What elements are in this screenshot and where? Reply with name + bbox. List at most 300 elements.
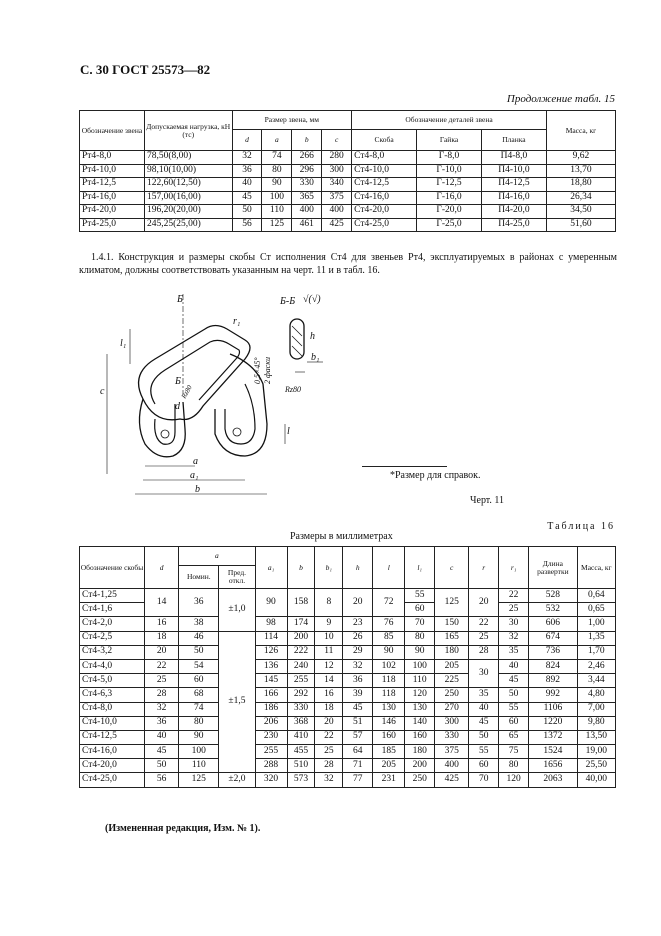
table-cell: 100: [262, 191, 292, 205]
table-cell: 114: [255, 631, 287, 645]
col-r: r: [469, 547, 499, 589]
table-16: [79, 546, 616, 788]
table-cell: 74: [262, 151, 292, 165]
table-cell: 205: [435, 659, 469, 673]
table-cell: 45: [469, 716, 499, 730]
table-row: [80, 164, 616, 178]
table-cell: 76: [373, 617, 405, 631]
table-row: [80, 191, 616, 205]
col-a-tol: Пред. откл.: [219, 566, 255, 589]
table-cell: Г-12,5: [417, 178, 482, 192]
table-cell: 102: [373, 659, 405, 673]
table-cell: Рт4-12,5: [80, 178, 145, 192]
table-cell: 185: [373, 745, 405, 759]
table-cell: 50: [145, 759, 179, 773]
table-cell: 35: [499, 645, 529, 659]
table-cell: 320: [255, 773, 287, 787]
table-cell: ±2,0: [219, 773, 255, 787]
table-cell: 46: [179, 631, 219, 645]
table-cell: 60: [179, 674, 219, 688]
table-cell: 410: [287, 730, 315, 744]
label-rz80-2: Rz80: [179, 383, 194, 400]
table-cell: 90: [262, 178, 292, 192]
col-load: Допускаемая нагрузка, кН (тс): [144, 111, 232, 151]
table-cell: Ст4-20,0: [352, 205, 417, 219]
table-cell: 40,00: [577, 773, 615, 787]
table-cell: 125: [179, 773, 219, 787]
table-cell: 20: [469, 589, 499, 617]
label-l1: l₁: [120, 338, 127, 349]
table-cell: 78,50(8,00): [144, 151, 232, 165]
table-cell: 38: [179, 617, 219, 631]
table-cell: 461: [292, 218, 322, 232]
col-l1: l₁: [405, 547, 435, 589]
table-cell: 126: [255, 645, 287, 659]
table-cell: 120: [499, 773, 529, 787]
table-cell: 340: [322, 178, 352, 192]
table-cell: 240: [287, 659, 315, 673]
footnote: *Размер для справок.: [390, 470, 481, 481]
table-cell: 22: [499, 589, 529, 603]
table-cell: 16: [315, 688, 343, 702]
col-plate: Планка: [481, 130, 546, 151]
table-cell: 180: [435, 645, 469, 659]
table-cell: 26,34: [546, 191, 615, 205]
table-cell: 20: [145, 645, 179, 659]
table-cell: 166: [255, 688, 287, 702]
table-cell: 45: [145, 745, 179, 759]
label-b: b: [195, 484, 200, 495]
table-cell: 120: [405, 688, 435, 702]
col-a: a: [262, 130, 292, 151]
table-cell: 2063: [529, 773, 578, 787]
table-cell: 736: [529, 645, 578, 659]
table-cell: 146: [373, 716, 405, 730]
table-cell: 40: [145, 730, 179, 744]
table-cell: 32: [343, 659, 373, 673]
table-cell: 110: [262, 205, 292, 219]
table-cell: 1220: [529, 716, 578, 730]
table-cell: 400: [435, 759, 469, 773]
table-cell: П4-8,0: [481, 151, 546, 165]
table-cell: 72: [373, 589, 405, 617]
col-r1: r₁: [499, 547, 529, 589]
col-d: d: [145, 547, 179, 589]
table-cell: 45: [343, 702, 373, 716]
table-cell: 70: [405, 617, 435, 631]
table-cell: 10: [315, 631, 343, 645]
table-cell: 85: [373, 631, 405, 645]
table-cell: 1106: [529, 702, 578, 716]
col-designation: Обозначение звена: [80, 111, 145, 151]
table-cell: Г-16,0: [417, 191, 482, 205]
table-cell: 25: [315, 745, 343, 759]
figure-caption: Черт. 11: [470, 495, 505, 506]
table-cell: 300: [322, 164, 352, 178]
col-bracket: Скоба: [352, 130, 417, 151]
table-cell: 45: [232, 191, 262, 205]
sizes-caption: Размеры в миллиметрах: [290, 531, 393, 542]
table-row: [80, 151, 616, 165]
table-cell: 130: [405, 702, 435, 716]
col-a-nom: Номин.: [179, 566, 219, 589]
table-cell: 136: [255, 659, 287, 673]
table-cell: 22: [469, 617, 499, 631]
paragraph-1-4-1: 1.4.1. Конструкция и размеры скобы Ст исполнения Ст4 для звеньев Рт4, эксплуатируемых в районах с умеренным климатом, должны соответствовать указанным на черт. 11 и в табл. 16.: [79, 252, 617, 276]
table-cell: 29: [343, 645, 373, 659]
table-cell: 64: [343, 745, 373, 759]
table-cell: Ст4-12,5: [80, 730, 145, 744]
table-row: [80, 178, 616, 192]
table-row: [80, 617, 616, 631]
table-cell: П4-20,0: [481, 205, 546, 219]
table-cell: 60: [469, 759, 499, 773]
table-cell: Ст4-6,3: [80, 688, 145, 702]
table-cell: 11: [315, 645, 343, 659]
col-link-size: Размер звена, мм: [232, 111, 352, 130]
table-cell: 118: [373, 688, 405, 702]
col-parts: Обозначение деталей звена: [352, 111, 547, 130]
table-cell: Рт4-16,0: [80, 191, 145, 205]
col-l: l: [373, 547, 405, 589]
table-cell: 39: [343, 688, 373, 702]
table-cell: 20: [315, 716, 343, 730]
table-cell: 292: [287, 688, 315, 702]
table-cell: 230: [255, 730, 287, 744]
table-cell: 606: [529, 617, 578, 631]
table-cell: 56: [232, 218, 262, 232]
table-cell: 90: [255, 589, 287, 617]
table-cell: Ст4-10,0: [80, 716, 145, 730]
table-row: [80, 205, 616, 219]
table-cell: 30: [469, 659, 499, 687]
col-c: c: [435, 547, 469, 589]
table-cell: 205: [373, 759, 405, 773]
col-nut: Гайка: [417, 130, 482, 151]
table-cell: 9: [315, 617, 343, 631]
table-cell: 375: [322, 191, 352, 205]
table-cell: Ст4-16,0: [352, 191, 417, 205]
table-cell: 1,35: [577, 631, 615, 645]
col-h: h: [343, 547, 373, 589]
table-cell: ±1,5: [219, 631, 255, 773]
table-cell: 77: [343, 773, 373, 787]
table-cell: 35: [469, 688, 499, 702]
label-a: a: [193, 456, 198, 467]
table-cell: 824: [529, 659, 578, 673]
table-cell: 12: [315, 659, 343, 673]
table-cell: 50: [179, 645, 219, 659]
table-cell: 200: [287, 631, 315, 645]
table-cell: ±1,0: [219, 589, 255, 632]
table-row: [80, 773, 616, 787]
table-cell: 56: [145, 773, 179, 787]
table-cell: 3,44: [577, 674, 615, 688]
table-cell: 80: [499, 759, 529, 773]
table-cell: 145: [255, 674, 287, 688]
label-l: l: [287, 426, 290, 437]
table-cell: 25,50: [577, 759, 615, 773]
table-cell: 55: [499, 702, 529, 716]
table-row: [80, 688, 616, 702]
table-cell: 365: [292, 191, 322, 205]
table-cell: 60: [499, 716, 529, 730]
table-cell: 222: [287, 645, 315, 659]
col-designation: Обозначение скобы: [80, 547, 145, 589]
label-section-b: Б: [177, 294, 183, 305]
table-row: [80, 745, 616, 759]
table-cell: Рт4-20,0: [80, 205, 145, 219]
table-16-label: Таблица 16: [547, 521, 615, 532]
table-cell: 528: [529, 589, 578, 603]
table-cell: 165: [435, 631, 469, 645]
table-cell: Г-25,0: [417, 218, 482, 232]
table-cell: 23: [343, 617, 373, 631]
edit-note: (Измененная редакция, Изм. № 1).: [105, 823, 261, 834]
table-cell: 160: [373, 730, 405, 744]
table-cell: Ст4-4,0: [80, 659, 145, 673]
table-cell: 100: [405, 659, 435, 673]
table-cell: 245,25(25,00): [144, 218, 232, 232]
table-cell: 80: [179, 716, 219, 730]
table-cell: 255: [255, 745, 287, 759]
table-cell: 250: [435, 688, 469, 702]
table-cell: Рт4-25,0: [80, 218, 145, 232]
table-row: [80, 631, 616, 645]
table-cell: 296: [292, 164, 322, 178]
table-cell: 55: [405, 589, 435, 603]
table-cell: 158: [287, 589, 315, 617]
table-cell: 1372: [529, 730, 578, 744]
table-cell: 0,64: [577, 589, 615, 603]
bracket-drawing: [95, 284, 395, 504]
col-a: a: [179, 547, 255, 566]
table-cell: 125: [262, 218, 292, 232]
table-cell: Ст4-5,0: [80, 674, 145, 688]
table-cell: 71: [343, 759, 373, 773]
table-cell: 68: [179, 688, 219, 702]
table-cell: 288: [255, 759, 287, 773]
table-cell: 140: [405, 716, 435, 730]
table-cell: Ст4-10,0: [352, 164, 417, 178]
table-row: [80, 759, 616, 773]
col-a1: a₁: [255, 547, 287, 589]
table-cell: 9,80: [577, 716, 615, 730]
table-cell: 36: [232, 164, 262, 178]
table-cell: 26: [343, 631, 373, 645]
table-15: [79, 110, 616, 232]
table-cell: 28: [145, 688, 179, 702]
table-cell: 100: [179, 745, 219, 759]
label-d: d: [175, 401, 180, 412]
table-row: [80, 716, 616, 730]
table-cell: 330: [292, 178, 322, 192]
table-cell: 36: [179, 589, 219, 617]
col-mass: Масса, кг: [546, 111, 615, 151]
table-cell: 160: [405, 730, 435, 744]
table-cell: 455: [287, 745, 315, 759]
table-cell: 18,80: [546, 178, 615, 192]
table-cell: 9,62: [546, 151, 615, 165]
table-row: [80, 589, 616, 603]
table-cell: Ст4-12,5: [352, 178, 417, 192]
table-cell: 118: [373, 674, 405, 688]
table-cell: 98: [255, 617, 287, 631]
table-cell: 2,46: [577, 659, 615, 673]
table-cell: 8: [315, 589, 343, 617]
table-cell: 36: [145, 716, 179, 730]
table-cell: П4-10,0: [481, 164, 546, 178]
table-cell: 22: [145, 659, 179, 673]
table-cell: 36: [343, 674, 373, 688]
table-cell: 330: [287, 702, 315, 716]
table-cell: 54: [179, 659, 219, 673]
table-cell: 40: [232, 178, 262, 192]
table-cell: 130: [373, 702, 405, 716]
table-cell: Г-20,0: [417, 205, 482, 219]
col-d: d: [232, 130, 262, 151]
table-cell: 50: [232, 205, 262, 219]
col-b: b: [287, 547, 315, 589]
label-section-view: Б-Б: [280, 296, 296, 307]
table-cell: 55: [469, 745, 499, 759]
table-cell: 110: [179, 759, 219, 773]
table-cell: Ст4-16,0: [80, 745, 145, 759]
table-cell: 157,00(16,00): [144, 191, 232, 205]
table-row: [80, 218, 616, 232]
table-cell: 30: [499, 617, 529, 631]
table-cell: 300: [435, 716, 469, 730]
table-cell: Ст4-20,0: [80, 759, 145, 773]
table-cell: 32: [145, 702, 179, 716]
table-cell: 50: [469, 730, 499, 744]
table-cell: 28: [469, 645, 499, 659]
table-cell: 1656: [529, 759, 578, 773]
table-cell: 50: [499, 688, 529, 702]
roughness-symbol: √(√): [303, 294, 321, 305]
col-b1: b₁: [315, 547, 343, 589]
col-mass: Масса, кг: [577, 547, 615, 589]
table-cell: 400: [322, 205, 352, 219]
table-cell: П4-12,5: [481, 178, 546, 192]
table-cell: 90: [179, 730, 219, 744]
table-cell: Ст4-2,0: [80, 617, 145, 631]
table-cell: 255: [287, 674, 315, 688]
table-cell: П4-25,0: [481, 218, 546, 232]
table-cell: 13,70: [546, 164, 615, 178]
page-header: С. 30 ГОСТ 25573—82: [80, 62, 211, 77]
table-cell: 25: [499, 603, 529, 617]
table-cell: 266: [292, 151, 322, 165]
table-cell: 16: [145, 617, 179, 631]
table-cell: 90: [373, 645, 405, 659]
table-cell: 13,50: [577, 730, 615, 744]
table-cell: 60: [405, 603, 435, 617]
col-b: b: [292, 130, 322, 151]
table-cell: 425: [322, 218, 352, 232]
label-chamfer2: 2 фаски: [263, 357, 272, 384]
table-cell: 20: [343, 589, 373, 617]
label-r1: r₁: [233, 316, 241, 327]
table-cell: 98,10(10,00): [144, 164, 232, 178]
table-cell: 14: [315, 674, 343, 688]
table-cell: 1,00: [577, 617, 615, 631]
table-cell: 330: [435, 730, 469, 744]
table-cell: 45: [499, 674, 529, 688]
col-c: c: [322, 130, 352, 151]
table-cell: 225: [435, 674, 469, 688]
table-cell: Ст4-3,2: [80, 645, 145, 659]
table-cell: 125: [435, 589, 469, 617]
table-cell: Ст4-8,0: [352, 151, 417, 165]
table-cell: 425: [435, 773, 469, 787]
label-a1: a₁: [190, 470, 199, 481]
table-cell: 0,65: [577, 603, 615, 617]
table-cell: 75: [499, 745, 529, 759]
label-rz80: Rz80: [285, 385, 301, 394]
table-cell: 375: [435, 745, 469, 759]
table-cell: 674: [529, 631, 578, 645]
table-cell: Рт4-10,0: [80, 164, 145, 178]
table-cell: 19,00: [577, 745, 615, 759]
table-cell: Ст4-2,5: [80, 631, 145, 645]
table-cell: Рт4-8,0: [80, 151, 145, 165]
label-section-b2: Б: [175, 376, 181, 387]
table-cell: 32: [315, 773, 343, 787]
table-cell: 532: [529, 603, 578, 617]
table-cell: Ст4-1,25: [80, 589, 145, 603]
table-cell: 180: [405, 745, 435, 759]
label-chamfer: 0,5×45°: [253, 357, 262, 384]
table-row: [80, 730, 616, 744]
table-cell: П4-16,0: [481, 191, 546, 205]
table-cell: 110: [405, 674, 435, 688]
table-cell: 510: [287, 759, 315, 773]
table-cell: 174: [287, 617, 315, 631]
label-c: c: [100, 386, 105, 397]
table-cell: 1524: [529, 745, 578, 759]
table-cell: Г-10,0: [417, 164, 482, 178]
table-row: [80, 674, 616, 688]
table-cell: 40: [469, 702, 499, 716]
table-cell: Г-8,0: [417, 151, 482, 165]
table-cell: 34,50: [546, 205, 615, 219]
table-cell: 28: [315, 759, 343, 773]
table-cell: 4,80: [577, 688, 615, 702]
table-cell: 206: [255, 716, 287, 730]
table-cell: 892: [529, 674, 578, 688]
label-h: h: [310, 331, 315, 342]
table-cell: 573: [287, 773, 315, 787]
table-cell: 1,70: [577, 645, 615, 659]
table-cell: 32: [232, 151, 262, 165]
table-cell: 51,60: [546, 218, 615, 232]
table-cell: 122,60(12,50): [144, 178, 232, 192]
table-cell: 51: [343, 716, 373, 730]
table-row: [80, 659, 616, 673]
table-cell: 90: [405, 645, 435, 659]
table-cell: 22: [315, 730, 343, 744]
table-cell: 280: [322, 151, 352, 165]
table-cell: 18: [145, 631, 179, 645]
table-cell: 186: [255, 702, 287, 716]
table-cell: 400: [292, 205, 322, 219]
table-cell: 14: [145, 589, 179, 617]
table-cell: 74: [179, 702, 219, 716]
table-cell: 7,00: [577, 702, 615, 716]
table-cell: Ст4-8,0: [80, 702, 145, 716]
table-row: [80, 702, 616, 716]
